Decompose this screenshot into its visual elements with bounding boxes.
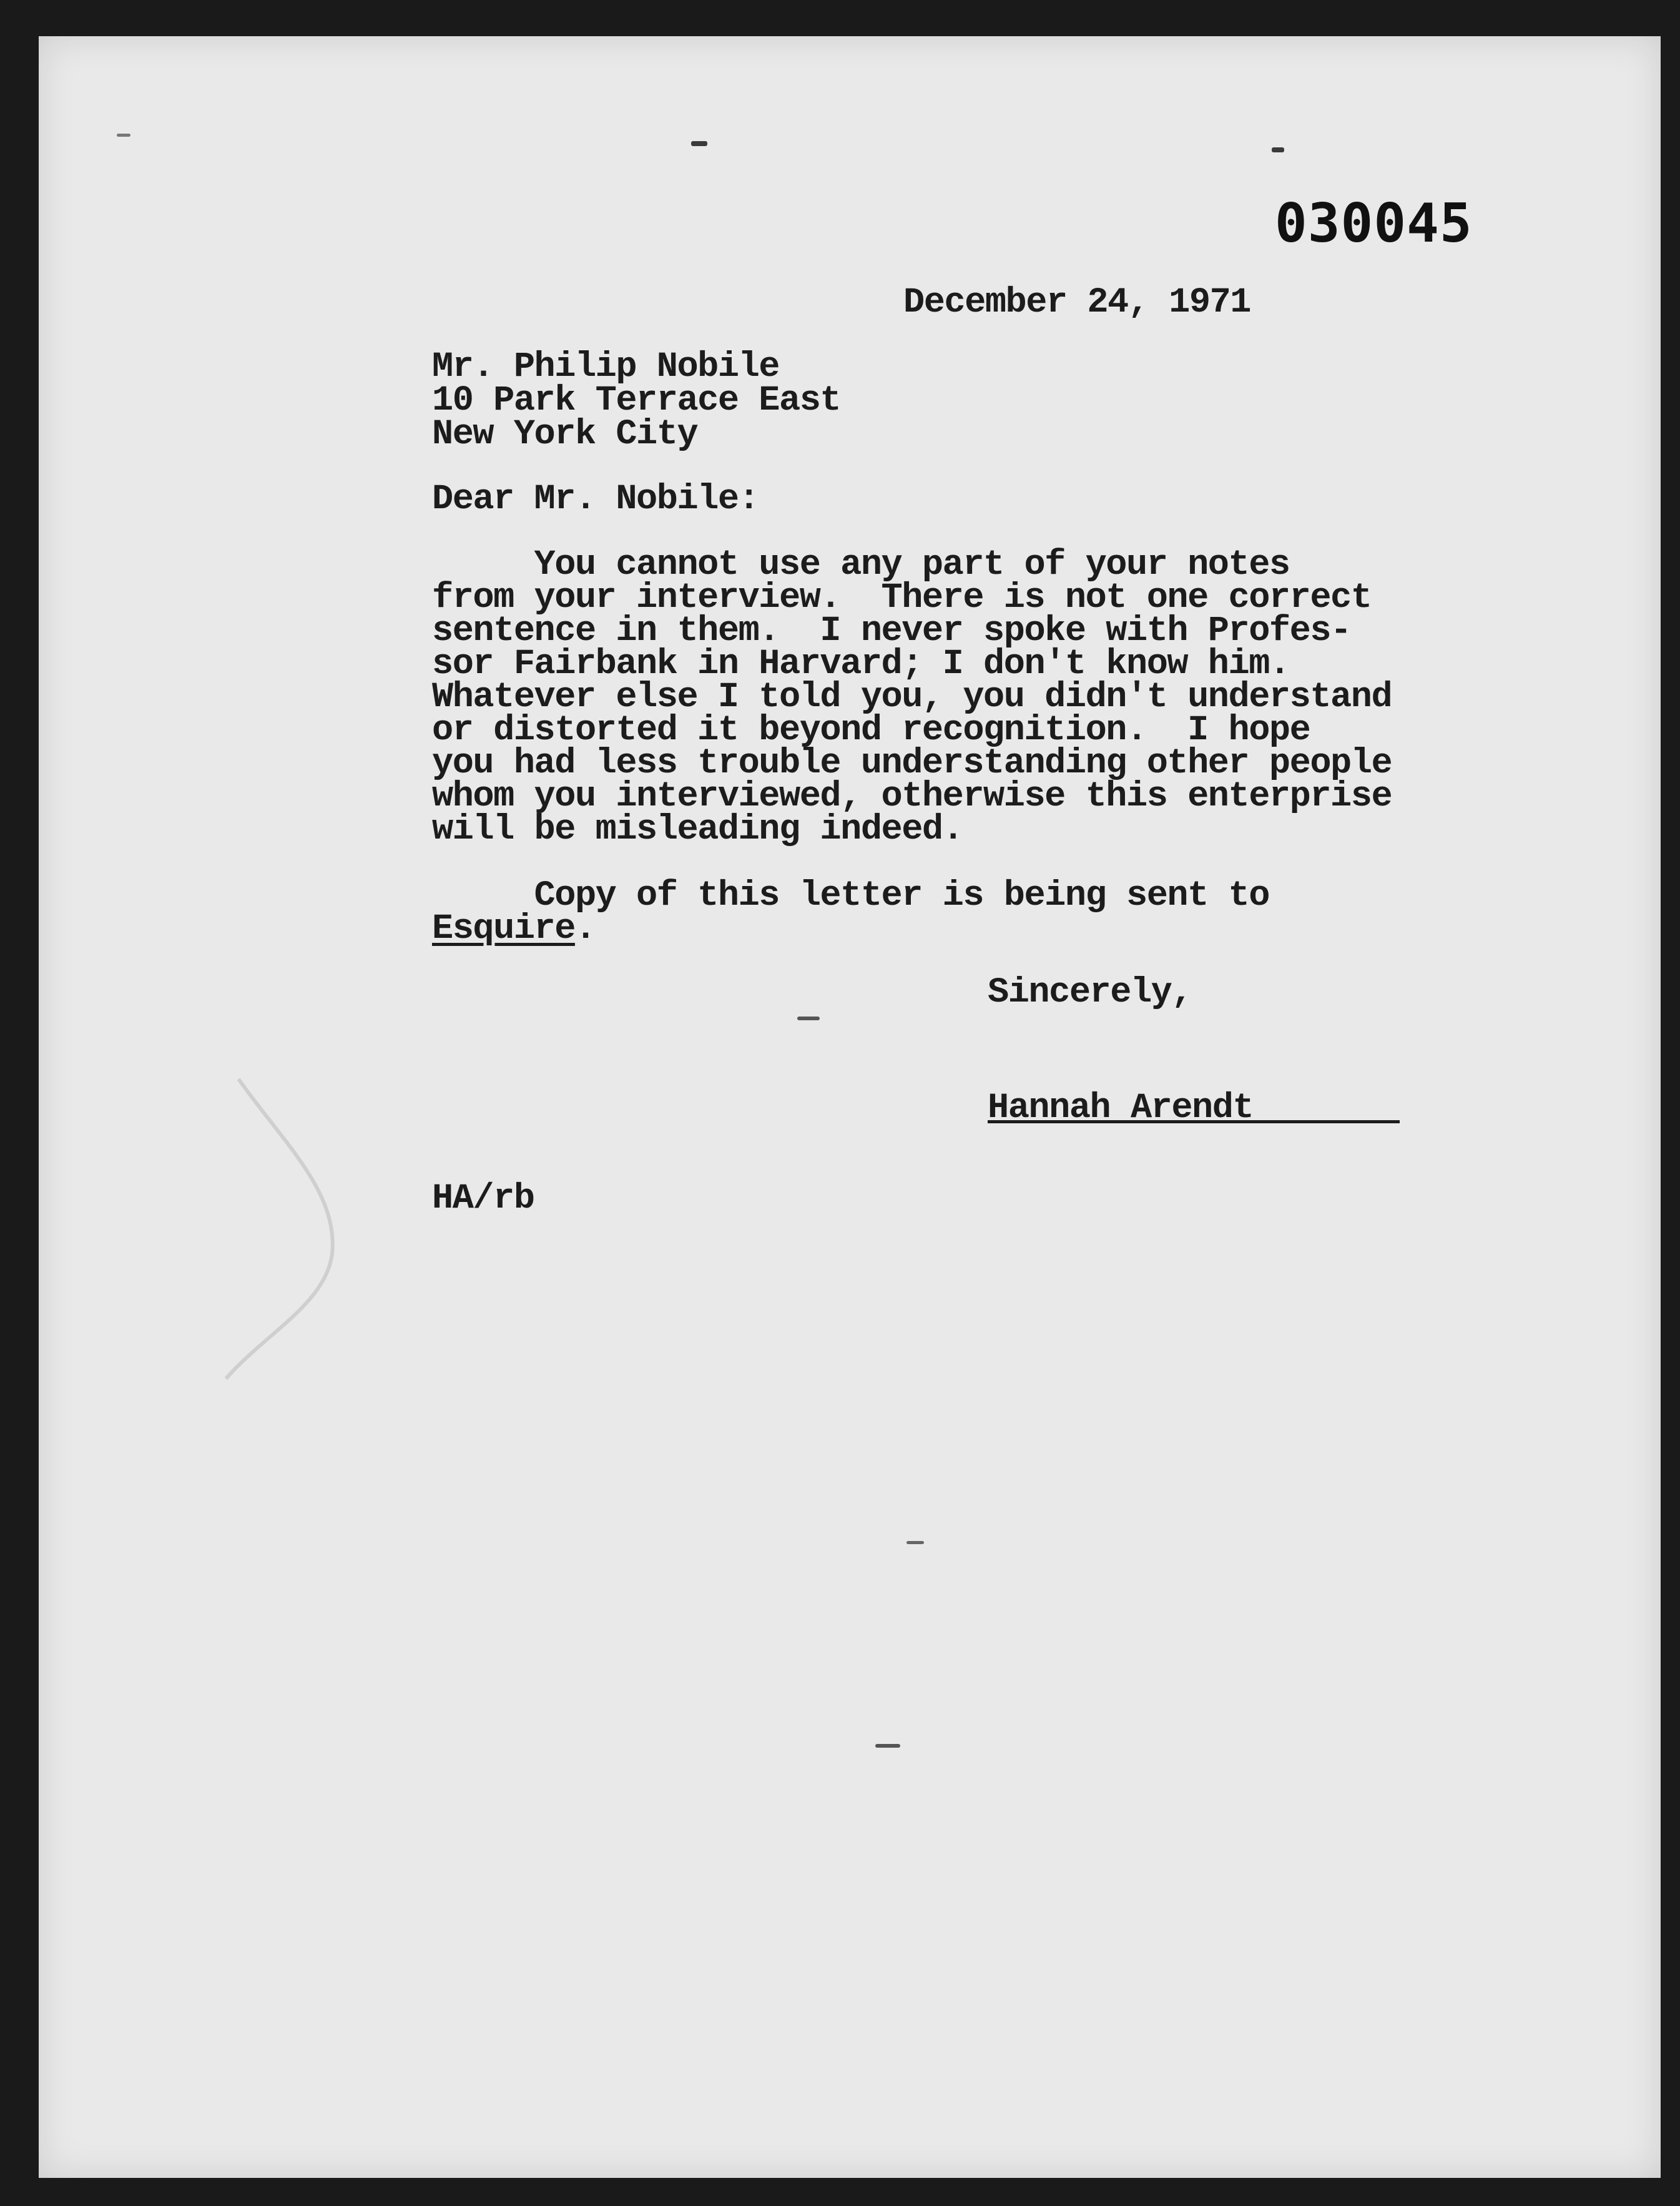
- typist-initials: HA/rb: [432, 1179, 534, 1219]
- body-line: whom you interviewed, otherwise this enterprise: [432, 777, 1392, 817]
- body-line: Copy of this letter is being sent to: [432, 876, 1269, 916]
- punch-mark: [117, 134, 130, 137]
- sentence-period: .: [574, 909, 596, 949]
- recipient-address-line2: New York City: [432, 415, 698, 455]
- recipient-address-line1: 10 Park Terrace East: [432, 381, 841, 421]
- body-line: from your interview. There is not one correct: [432, 578, 1372, 618]
- publication-name: Esquire: [432, 909, 575, 949]
- stray-mark: [906, 1541, 924, 1544]
- body-line: sor Fairbank in Harvard; I don't know him.: [432, 644, 1290, 684]
- body-line: or distorted it beyond recognition. I hope: [432, 711, 1310, 751]
- punch-mark: [691, 141, 707, 146]
- body-line: you had less trouble understanding other people: [432, 744, 1392, 784]
- body-line: You cannot use any part of your notes: [432, 545, 1290, 585]
- letter-page: [39, 36, 1661, 2178]
- letter-date: December 24, 1971: [903, 283, 1250, 323]
- salutation: Dear Mr. Nobile:: [432, 480, 759, 519]
- body-line: [432, 909, 596, 949]
- document-number: 030045: [1275, 192, 1473, 255]
- stray-mark: [875, 1744, 900, 1748]
- signature-name: Hannah Arendt: [988, 1088, 1254, 1128]
- punch-mark: [1272, 147, 1284, 152]
- body-line: will be misleading indeed.: [432, 810, 963, 850]
- stray-mark: [797, 1017, 820, 1020]
- body-line: Whatever else I told you, you didn't understand: [432, 677, 1392, 717]
- recipient-name: Mr. Philip Nobile: [432, 347, 779, 387]
- paper-crease: [214, 1066, 363, 1391]
- body-line: sentence in them. I never spoke with Profes-: [432, 611, 1351, 651]
- closing: Sincerely,: [988, 973, 1192, 1013]
